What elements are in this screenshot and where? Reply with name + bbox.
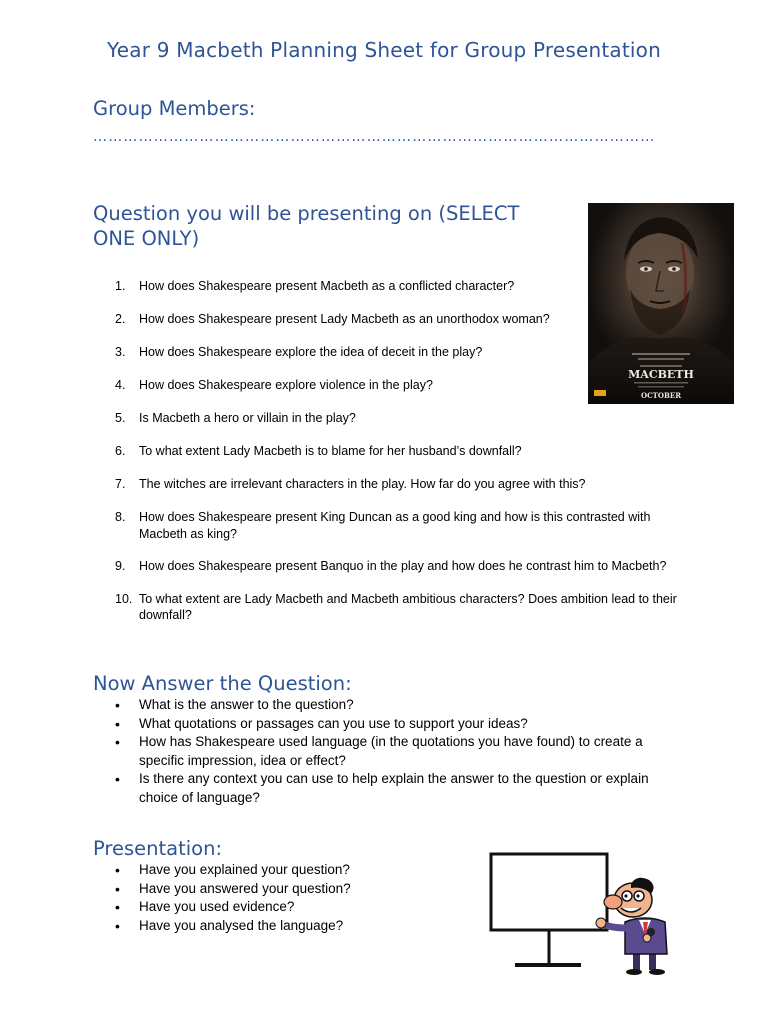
list-item [93, 509, 683, 542]
list-number: 1. [115, 279, 126, 293]
list-item [93, 476, 683, 493]
presenter-whiteboard-clipart [487, 850, 702, 975]
list-number: 9. [115, 559, 126, 573]
list-number: 8. [115, 510, 126, 524]
list-number: 7. [115, 477, 126, 491]
question-text: The witches are irrelevant characters in the play. How far do you agree with this? [139, 477, 586, 491]
list-number: 2. [115, 312, 126, 326]
group-members-heading: Group Members: [93, 97, 256, 120]
poster-title: MACBETH [628, 368, 694, 381]
list-item: • Have you explained your question? [93, 861, 683, 880]
question-text: To what extent Lady Macbeth is to blame for her husband’s downfall? [139, 444, 522, 458]
list-item [93, 591, 683, 624]
question-text: How does Shakespeare present Banquo in the play and how does he contrast him to Macbeth? [139, 559, 667, 573]
question-text: How does Shakespeare explore the idea of deceit in the play? [139, 345, 483, 359]
answer-heading: Now Answer the Question: [93, 672, 352, 695]
question-text: How does Shakespeare explore violence in the play? [139, 378, 433, 392]
list-number: 5. [115, 411, 126, 425]
presentation-heading: Presentation: [93, 837, 223, 860]
poster-month: OCTOBER [640, 391, 682, 400]
page-title: Year 9 Macbeth Planning Sheet for Group Presentation [107, 38, 661, 62]
list-item: • What quotations or passages can you use to support your ideas? [93, 715, 683, 734]
list-item: • Is there any context you can use to help explain the answer to the question or explain choice of language? [93, 770, 683, 807]
macbeth-poster-image [588, 203, 734, 404]
list-item: • What is the answer to the question? [93, 696, 683, 715]
question-heading: Question you will be presenting on (SELECT ONE ONLY) [93, 202, 520, 250]
list-item: • Have you analysed the language? [93, 917, 683, 936]
question-text: To what extent are Lady Macbeth and Macbeth ambitious characters? Does ambition lead to their downfall? [139, 591, 677, 622]
list-item: • Have you used evidence? [93, 898, 683, 917]
list-number: 10. [115, 591, 133, 606]
list-item: • How has Shakespeare used language (in the quotations you have found) to create a specific impression, idea or effect? [93, 733, 683, 770]
answer-bullet-list [93, 696, 683, 807]
list-item [93, 558, 683, 575]
question-text: Is Macbeth a hero or villain in the play? [139, 411, 356, 425]
question-text: How does Shakespeare present Macbeth as a conflicted character? [139, 279, 515, 293]
list-item: • Have you answered your question? [93, 880, 683, 899]
list-item [93, 410, 683, 427]
list-item [93, 443, 683, 460]
list-number: 4. [115, 378, 126, 392]
list-number: 3. [115, 345, 126, 359]
list-number: 6. [115, 444, 126, 458]
group-members-fill-line: ………………………………………………………………………………………………… [93, 129, 656, 145]
question-text: How does Shakespeare present King Duncan as a good king and how is this contrasted with Macbeth as king? [139, 510, 651, 541]
question-text: How does Shakespeare present Lady Macbeth as an unorthodox woman? [139, 312, 550, 326]
